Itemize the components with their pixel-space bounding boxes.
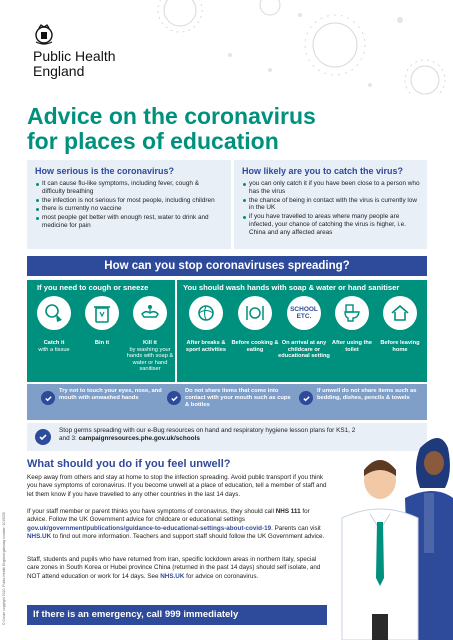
step-text: with a tissue bbox=[38, 346, 70, 353]
ebug-link[interactable]: campaignresources.phe.gov.uk/schools bbox=[78, 435, 200, 442]
likely-heading: How likely are you to catch the virus? bbox=[242, 166, 404, 176]
step-label: On arrival at any childcare or educational setting bbox=[278, 340, 330, 360]
list-item: the infection is not serious for most people, including children bbox=[35, 197, 220, 205]
likely-section bbox=[242, 166, 422, 238]
page-title-line1: Advice on the coronavirus bbox=[27, 103, 316, 129]
gov-guidance-link[interactable]: gov.uk/government/publications/guidance-to-educational-settings-about-covid-19 bbox=[27, 524, 272, 532]
crest-icon bbox=[33, 24, 55, 46]
step-after-toilet bbox=[325, 296, 379, 353]
copyright bbox=[0, 450, 10, 630]
list-item: most people get better with enough rest, water to drink and medicine for pain bbox=[35, 214, 220, 230]
handwash-icon bbox=[139, 302, 161, 324]
step-label: After breaks & sport activities bbox=[185, 340, 227, 353]
step-label: Kill it bbox=[143, 340, 157, 346]
unwell-heading: What should you do if you feel unwell? bbox=[27, 458, 231, 470]
emergency-banner: If there is an emergency, call 999 immediately bbox=[27, 605, 327, 625]
list-item: the chance of being in contact with the virus is currently low in the UK bbox=[242, 197, 422, 213]
step-kill-it bbox=[123, 296, 177, 373]
list-item: if you have travelled to areas where many people are infected, your chance of catching the virus is higher, i.e. China and any affected areas bbox=[242, 213, 422, 236]
nhs-uk-link[interactable]: NHS.UK bbox=[160, 572, 185, 580]
tip-text: If unwell do not share items such as bedding, dishes, pencils & towels bbox=[317, 388, 417, 401]
school-icon bbox=[287, 296, 321, 330]
step-on-arrival bbox=[277, 296, 331, 360]
copyright-text: © Crown copyright 2020. Public Health England gateway number: 2019235 bbox=[2, 512, 6, 625]
section-banner: How can you stop coronaviruses spreading? bbox=[27, 256, 427, 276]
step-label: Before cooking & eating bbox=[231, 340, 279, 353]
tip-text: Try not to touch your eyes, nose, and mouth with unwashed hands bbox=[59, 388, 162, 401]
check-icon bbox=[299, 391, 313, 405]
unwell-paragraph-1: Keep away from others and stay at home to stop the infection spreading. Avoid public transport if you think you have symptoms of coronavirus. If you become unwell at a place of education, tell a member of staff and let them know if you have travelled to any other countries in the last 14 days. bbox=[27, 474, 327, 498]
home-icon bbox=[389, 302, 411, 324]
tip-item bbox=[299, 388, 425, 418]
org-name-line1: Public Health bbox=[33, 48, 116, 64]
step-label: Bin it bbox=[94, 340, 110, 346]
tip-item bbox=[167, 388, 293, 418]
people-illustration bbox=[320, 418, 453, 640]
tip-item bbox=[41, 388, 167, 418]
step-label: Before leaving home bbox=[380, 340, 420, 353]
serious-list bbox=[35, 180, 220, 230]
step-bin-it bbox=[75, 296, 129, 347]
nhs-uk-link[interactable]: NHS.UK bbox=[27, 533, 52, 541]
divider bbox=[231, 160, 234, 249]
school-icon-text: SCHOOL ETC. bbox=[290, 306, 318, 320]
tip-text: Do not share items that come into contact with your mouth such as cups & bottles bbox=[185, 388, 291, 408]
tips-panel bbox=[27, 384, 427, 420]
page-title-line2: for places of education bbox=[27, 128, 279, 154]
serious-section bbox=[35, 166, 220, 231]
cough-heading: If you need to cough or sneeze bbox=[37, 283, 149, 292]
nhs111-text: NHS 111 bbox=[275, 508, 301, 515]
step-label: After using the toilet bbox=[331, 340, 373, 353]
step-before-leaving bbox=[373, 296, 427, 353]
toilet-icon bbox=[341, 302, 363, 324]
check-icon bbox=[41, 391, 55, 405]
step-label: Catch it bbox=[43, 340, 65, 346]
org-name-line2: England bbox=[33, 63, 85, 79]
sport-icon bbox=[195, 302, 217, 324]
list-item: you can only catch it if you have been close to a person who has the virus bbox=[242, 180, 422, 196]
ebug-text: Stop germs spreading with our e-Bug resources on hand and respiratory hygiene lesson plans for KS1, 2 and 3: bbox=[59, 427, 356, 442]
step-catch-it bbox=[27, 296, 81, 353]
info-panel bbox=[27, 160, 427, 249]
list-item: there is currently no vaccine bbox=[35, 205, 220, 213]
cutlery-icon bbox=[244, 302, 266, 324]
list-item: It can cause flu-like symptoms, including fever, cough & difficulty breathing bbox=[35, 180, 220, 196]
wash-heading: You should wash hands with soap & water or hand sanitiser bbox=[183, 283, 400, 292]
phe-logo bbox=[33, 24, 153, 79]
prevention-panel bbox=[27, 280, 427, 382]
serious-heading: How serious is the coronavirus? bbox=[35, 166, 175, 176]
check-icon bbox=[167, 391, 181, 405]
unwell-paragraph-2: If your staff member or parent thinks you have symptoms of coronavirus, they should call NHS 111 for advice. Follow the UK Government advice for childcare or educational settings gov.uk/government/publications/guidance-to-educational-settings-about-covid-19. Parents can visit NHS.UK to find out more information. Teachers and support staff should follow the UK Government advice. bbox=[27, 508, 325, 541]
virus-icon bbox=[150, 0, 453, 95]
bin-icon bbox=[91, 302, 113, 324]
tissue-icon bbox=[43, 302, 65, 324]
step-before-cooking bbox=[228, 296, 282, 353]
unwell-paragraph-3: Staff, students and pupils who have returned from Iran, specific lockdown areas in northern Italy, special care zones in South Korea or Hubei province China (returned in the past 14 days) should self isolate, and NOT attend education or work for 14 days. See NHS.UK for advice on coronavirus. bbox=[27, 556, 321, 580]
check-icon bbox=[35, 429, 51, 445]
page-title bbox=[27, 104, 427, 154]
likely-list bbox=[242, 180, 422, 237]
step-text: by washing your hands with soap & water or hand sanitiser bbox=[126, 346, 174, 373]
step-after-breaks bbox=[179, 296, 233, 353]
